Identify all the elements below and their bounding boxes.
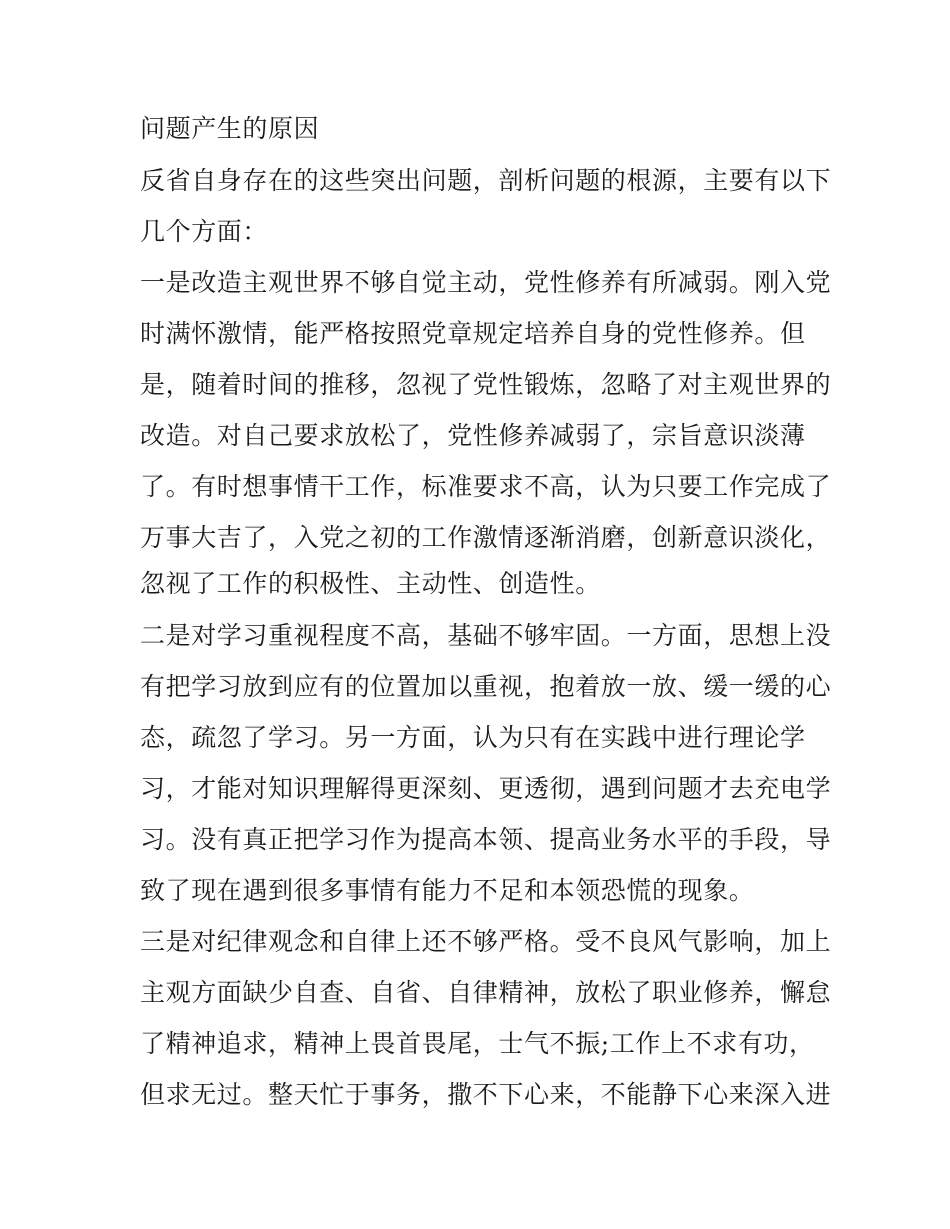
text-line: 改造。对自己要求放松了，党性修养减弱了，宗旨意识淡薄 bbox=[140, 421, 806, 450]
text-line: 三是对纪律观念和自律上还不够严格。受不良风气影响，加上 bbox=[140, 927, 832, 956]
text-line: 习，才能对知识理解得更深刻、更透彻，遇到问题才去充电学 bbox=[140, 774, 832, 803]
text-line: 但求无过。整天忙于事务，撒不下心来，不能静下心来深入进 bbox=[140, 1080, 832, 1109]
text-line: 忽视了工作的积极性、主动性、创造性。 bbox=[140, 569, 601, 598]
text-line: 了。有时想事情干工作，标准要求不高，认为只要工作完成了 bbox=[140, 472, 832, 501]
text-line: 万事大吉了，入党之初的工作激情逐渐消磨，创新意识淡化， bbox=[140, 523, 832, 552]
text-line: 主观方面缺少自查、自省、自律精神，放松了职业修养，懈怠 bbox=[140, 978, 832, 1007]
text-line: 时满怀激情，能严格按照党章规定培养自身的党性修养。但 bbox=[140, 319, 806, 348]
text-line: 反省自身存在的这些突出问题，剖析问题的根源，主要有以下 bbox=[140, 166, 832, 195]
text-line: 态，疏忽了学习。另一方面，认为只有在实践中进行理论学 bbox=[140, 723, 806, 752]
text-line: 一是改造主观世界不够自觉主动，党性修养有所减弱。刚入党 bbox=[140, 268, 832, 297]
text-line: 了精神追求，精神上畏首畏尾，士气不振;工作上不求有功， bbox=[140, 1029, 815, 1058]
text-line: 二是对学习重视程度不高，基础不够牢固。一方面，思想上没 bbox=[140, 621, 832, 650]
text-line: 是，随着时间的推移，忽视了党性锻炼，忽略了对主观世界的 bbox=[140, 370, 832, 399]
text-line: 习。没有真正把学习作为提高本领、提高业务水平的手段，导 bbox=[140, 825, 832, 854]
text-line: 致了现在遇到很多事情有能力不足和本领恐慌的现象。 bbox=[140, 876, 755, 905]
text-line: 有把学习放到应有的位置加以重视，抱着放一放、缓一缓的心 bbox=[140, 672, 832, 701]
section-heading: 问题产生的原因 bbox=[140, 114, 320, 143]
text-line: 几个方面： bbox=[140, 217, 269, 246]
